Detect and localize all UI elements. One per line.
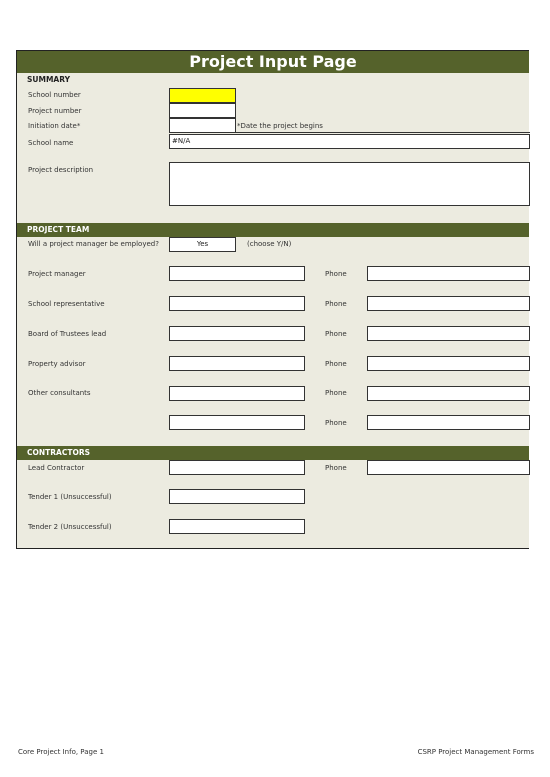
tender-2-field[interactable] bbox=[169, 519, 305, 534]
property-advisor-phone-field[interactable] bbox=[367, 356, 530, 371]
tender-2-label: Tender 2 (Unsuccessful) bbox=[28, 523, 112, 531]
lead-contractor-phone-field[interactable] bbox=[367, 460, 530, 475]
board-lead-field[interactable] bbox=[169, 326, 305, 341]
contractors-heading: CONTRACTORS bbox=[17, 446, 529, 460]
initiation-date-label: Initiation date* bbox=[28, 122, 81, 130]
project-manager-phone-field[interactable] bbox=[367, 266, 530, 281]
school-rep-phone-field[interactable] bbox=[367, 296, 530, 311]
other-consultant-1-phone-field[interactable] bbox=[367, 386, 530, 401]
lead-contractor-field[interactable] bbox=[169, 460, 305, 475]
lead-contractor-phone-label: Phone bbox=[325, 464, 347, 472]
school-rep-phone-label: Phone bbox=[325, 300, 347, 308]
summary-heading: SUMMARY bbox=[27, 75, 71, 84]
page-title: Project Input Page bbox=[17, 51, 529, 73]
school-rep-field[interactable] bbox=[169, 296, 305, 311]
board-lead-label: Board of Trustees lead bbox=[28, 330, 107, 338]
property-advisor-field[interactable] bbox=[169, 356, 305, 371]
other-consultant-1-field[interactable] bbox=[169, 386, 305, 401]
project-number-field[interactable] bbox=[169, 103, 236, 118]
other-consultant-2-field[interactable] bbox=[169, 415, 305, 430]
initiation-date-field[interactable] bbox=[169, 118, 236, 133]
pm-question-label: Will a project manager be employed? bbox=[28, 240, 159, 248]
initiation-row-divider bbox=[236, 132, 530, 133]
tender-1-label: Tender 1 (Unsuccessful) bbox=[28, 493, 112, 501]
board-lead-phone-field[interactable] bbox=[367, 326, 530, 341]
other-consultants-label: Other consultants bbox=[28, 389, 91, 397]
pm-choice-field[interactable]: Yes bbox=[169, 237, 236, 252]
school-rep-label: School representative bbox=[28, 300, 105, 308]
project-manager-label: Project manager bbox=[28, 270, 86, 278]
property-advisor-label: Property advisor bbox=[28, 360, 86, 368]
footer-left: Core Project Info, Page 1 bbox=[18, 748, 104, 756]
project-input-form bbox=[16, 50, 529, 549]
project-description-field[interactable] bbox=[169, 162, 530, 206]
property-advisor-phone-label: Phone bbox=[325, 360, 347, 368]
school-name-field[interactable]: #N/A bbox=[169, 134, 530, 149]
project-description-label: Project description bbox=[28, 166, 94, 174]
footer-right: CSRP Project Management Forms bbox=[417, 748, 534, 756]
other-consultant-2-phone-field[interactable] bbox=[367, 415, 530, 430]
school-name-label: School name bbox=[28, 139, 74, 147]
other-consultant-1-phone-label: Phone bbox=[325, 389, 347, 397]
project-manager-phone-label: Phone bbox=[325, 270, 347, 278]
other-consultant-2-phone-label: Phone bbox=[325, 419, 347, 427]
project-team-heading: PROJECT TEAM bbox=[17, 223, 529, 237]
project-manager-field[interactable] bbox=[169, 266, 305, 281]
initiation-date-note: *Date the project begins bbox=[237, 122, 323, 130]
school-number-label: School number bbox=[28, 91, 81, 99]
board-lead-phone-label: Phone bbox=[325, 330, 347, 338]
school-number-field[interactable] bbox=[169, 88, 236, 103]
tender-1-field[interactable] bbox=[169, 489, 305, 504]
pm-choice-hint: (choose Y/N) bbox=[247, 240, 292, 248]
project-number-label: Project number bbox=[28, 107, 82, 115]
lead-contractor-label: Lead Contractor bbox=[28, 464, 85, 472]
